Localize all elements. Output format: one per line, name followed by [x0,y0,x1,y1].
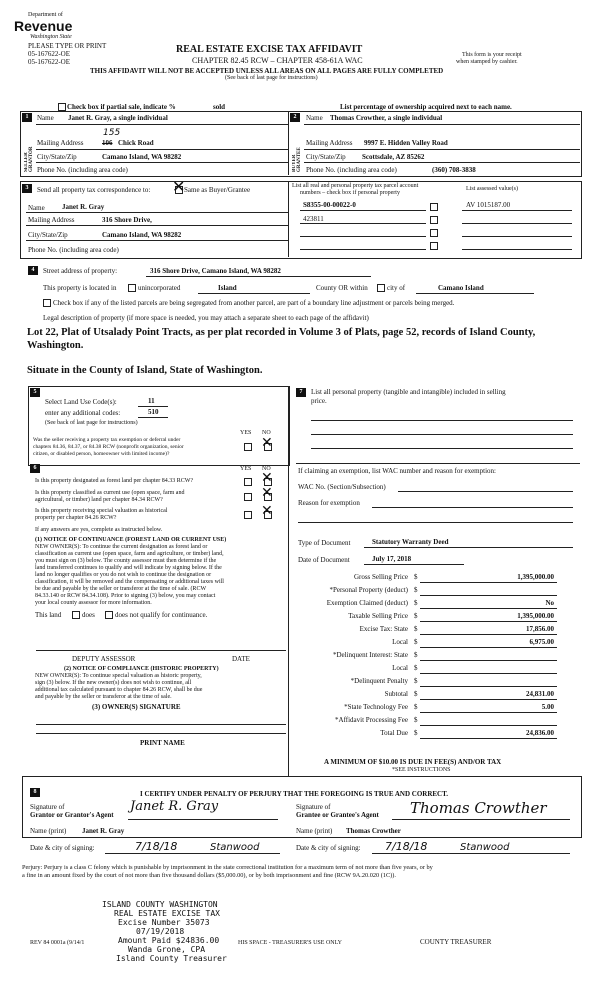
document-date[interactable]: July 17, 2018 [372,555,412,563]
perjury-text-1: Perjury: Perjury is a class C felony which is punishable by imprisonment in the state correctional institution for a maximum term of not more than five years, or by [22,864,433,871]
buyer-city-label: City/State/Zip [306,153,346,161]
tax-row-value[interactable]: 6,975.00 [529,638,554,646]
tax-row-label: Total Due [380,729,408,737]
grantee-signature[interactable]: Thomas Crowther [410,799,547,817]
dollar-sign: $ [414,612,418,620]
tax-row-label: *Delinquent Interest: State [332,651,408,659]
x-mark-icon: ✕ [261,471,273,486]
tax-row-label: Taxable Selling Price [348,612,408,620]
exemption-label: If claiming an exemption, list WAC number and reason for exemption: [298,467,496,475]
tax-row-value[interactable]: No [545,599,554,607]
perjury-text-2: a fine in an amount fixed by the court of not more than five thousand dollars ($5,000.00), or by both imprisonment and fine (RCW 9A.20.020 (1C)). [22,872,396,879]
seeback-text: (See back of last page for instructions) [225,75,318,81]
dollar-sign: $ [414,586,418,594]
s6-no: NO [262,466,271,472]
dollar-sign: $ [414,638,418,646]
seller-city-label: City/State/Zip [37,153,77,161]
dollar-sign: $ [414,664,418,672]
tax-row-label: Exemption Claimed (deduct) [326,599,408,607]
document-type[interactable]: Statutory Warranty Deed [372,538,449,546]
s5-q1-yes-checkbox[interactable] [244,443,252,451]
notice-1-text: NEW OWNER(S): To continue the current designation as forest land or [35,544,208,550]
section-8-number: 8 [30,788,40,797]
notice-1-text: classification as current use (open space, farm and agriculture, or timber) land, [35,551,224,557]
tax-row-label: Gross Selling Price [353,573,408,581]
s6-ifany: If any answers are yes, complete as instructed below. [35,527,163,533]
s6-q2a: Is this property classified as current use (open space, farm and [35,490,185,496]
tax-row-value[interactable]: 24,836.00 [526,729,554,737]
grantee-date[interactable]: 7/18/18 [385,840,428,853]
section-7-number: 7 [296,388,306,397]
tax-row-label: Excise Tax: State [359,625,408,633]
county-name[interactable]: Island [218,284,237,292]
s6-q3b: property per chapter 84.26 RCW? [35,515,117,521]
parcel-2[interactable]: 423811 [303,215,324,223]
s6-q2-yes-checkbox[interactable] [244,493,252,501]
print-name-label: PRINT NAME [140,739,185,747]
parcel-3-checkbox[interactable] [430,229,438,237]
city-name[interactable]: Camano Island [438,284,484,292]
dollar-sign: $ [414,573,418,581]
treasurer-use-only: HIS SPACE - TREASURER'S USE ONLY [238,940,343,946]
personal-prop-1: List all personal property (tangible and intangible) included in selling [311,388,506,396]
form-title: REAL ESTATE EXCISE TAX AFFIDAVIT [176,44,363,55]
notice-2-text: NEW OWNER(S): To continue special valuation as historic property, [35,673,202,679]
parcels-head-1: List all real and personal property tax parcel account [292,183,419,189]
ownership-note: List percentage of ownership acquired next to each name. [340,103,512,111]
dollar-sign: $ [414,690,418,698]
section-3-number: 3 [22,184,32,193]
corr-addr-label: Mailing Address [28,216,75,224]
buyer-name[interactable]: Thomas Crowther, a single individual [330,114,443,122]
dollar-sign: $ [414,729,418,737]
s6-q3a: Is this property receiving special valuation as historical [35,508,168,514]
notice-2-text: additional tax calculated pursuant to chapter 84.26 RCW, shall be due [35,687,203,693]
deputy-assessor-label: DEPUTY ASSESSOR [72,655,136,663]
legal-desc-2[interactable]: Washington. [27,340,84,351]
grantor-signature[interactable]: Janet R. Gray [130,799,219,814]
corr-city[interactable]: Camano Island, WA 98282 [102,231,182,239]
notice-1-text: land no longer qualifies or you do not wish to continue the designation or [35,572,212,578]
certify-statement: I CERTIFY UNDER PENALTY OF PERJURY THAT THE FOREGOING IS TRUE AND CORRECT. [140,790,449,798]
reason-label: Reason for exemption [298,499,360,507]
please-type: PLEASE TYPE OR PRINT [28,42,107,50]
corr-name[interactable]: Janet R. Gray [62,203,105,211]
legal-desc-label: Legal description of property (if more space is needed, you may attach a separate sheet to each page of the affidavit) [43,314,369,322]
corr-addr[interactable]: 316 Shore Drive, [102,216,152,224]
x-mark-icon: ✕ [261,504,273,519]
dollar-sign: $ [414,677,418,685]
buyer-name-label: Name [306,114,323,122]
corr-city-label: City/State/Zip [28,231,68,239]
notice-2-title: (2) NOTICE OF COMPLIANCE (HISTORIC PROPERTY) [64,666,219,672]
notice-1-text: be due and payable by the seller or transferor at the time of sale. (RCW [35,586,207,592]
s5-no: NO [262,430,271,436]
same-as-buyer-label: Same as Buyer/Grantee [184,186,251,194]
s5-q1a: Was the seller receiving a property tax exemption or deferral under [33,437,181,443]
corr-name-label: Name [28,204,45,212]
stamp-line-6: Wanda Grone, CPA [128,945,206,954]
buyer-side-label: BUYER GRANTEE [292,147,302,172]
buyer-addr-label: Mailing Address [306,139,353,147]
s5-seeback: (See back of last page for instructions) [45,420,138,426]
tax-row-value[interactable]: 24,831.00 [526,690,554,698]
grantee-city[interactable]: Stanwood [460,842,510,853]
dollar-sign: $ [414,716,418,724]
parcel-1[interactable]: S8355-00-00022-0 [303,201,356,209]
section-4-number: 4 [28,266,38,275]
grantee-print-label: Name (print) [296,827,333,835]
notice-1-text: 84.33.140 or RCW 84.34.108). Prior to signing (3) below, you may contact [35,593,216,599]
street-address[interactable]: 316 Shore Drive, Camano Island, WA 98282 [150,267,281,275]
tax-row-label: *Delinquent Penalty [350,677,408,685]
see-instructions-note: *SEE INSTRUCTIONS [392,767,451,773]
x-mark-icon: ✕ [172,179,186,196]
seller-name-label: Name [37,114,54,122]
seller-side-label: SELLER GRANTOR [24,146,34,172]
s5-q1c: citizen, or disabled person, homeowner with limited income)? [33,451,170,457]
buyer-addr[interactable]: 9997 E. Hidden Valley Road [364,139,448,147]
s6-q2b: agricultural, or timber) land per chapter 84.34 RCW? [35,497,163,503]
warning-text: THIS AFFIDAVIT WILL NOT BE ACCEPTED UNLESS ALL AREAS ON ALL PAGES ARE FULLY COMPLETED [90,67,444,75]
buyer-phone[interactable]: (360) 708-3838 [432,166,476,174]
legal-desc-1[interactable]: Lot 22, Plat of Utsalady Point Tracts, as per plat recorded in Volume 3 of Plats, page 52, records of Island County, [27,327,536,338]
s6-q1-yes-checkbox[interactable] [244,478,252,486]
state-label: Washington State [30,34,72,40]
form-code-2: 05-167622-OE [28,58,70,66]
does-label: does [82,611,95,619]
grantee-print-name[interactable]: Thomas Crowther [346,827,401,835]
partial-sale-label: Check box if partial sale, indicate % [67,103,176,111]
parcels-head-2: numbers – check box if personal property [300,190,400,196]
owner-signature-title: (3) OWNER(S) SIGNATURE [92,703,181,711]
revenue-logo: Revenue [14,18,73,34]
tax-row-label: Local [392,638,408,646]
city-checkbox[interactable] [377,284,385,292]
unincorporated-label: unincorporated [138,284,181,292]
seller-addr-handwritten: 155 [103,128,121,138]
grantor-sig-label: Signature of [30,803,65,811]
sold-label: sold [213,103,226,111]
notice-2-text: and payable by the seller or transferor at the time of sale. [35,694,172,700]
grantor-date-label: Date & city of signing: [30,844,95,852]
grantee-sig-label: Signature of [296,803,331,811]
section-6-number: 6 [30,464,40,473]
notice-1-text: you must sign on (3) below. The county assessor must then determine if the [35,558,217,564]
seller-phone-label: Phone No. (including area code) [37,166,128,174]
grantor-agent-label: Grantor or Grantor's Agent [30,811,114,819]
dollar-sign: $ [414,625,418,633]
tax-row-label: *State Technology Fee [344,703,408,711]
tax-row-value[interactable]: 5.00 [541,703,554,711]
grantor-print-name[interactable]: Janet R. Gray [82,827,125,835]
stamp-line-7: Island County Treasurer [116,954,227,963]
tax-row-label: *Personal Property (deduct) [329,586,408,594]
grantor-date[interactable]: 7/18/18 [135,840,178,853]
form-code-1: 05-167622-OE [28,50,70,58]
county-or-within: County OR within [316,284,368,292]
buyer-city[interactable]: Scottsdale, AZ 85262 [362,153,425,161]
x-mark-icon: ✕ [261,486,273,501]
parcel-1-checkbox[interactable] [430,203,438,211]
grantee-date-label: Date & city of signing: [296,844,361,852]
dept-label: Department of [28,12,63,18]
s5-q1b: chapters 84.36, 84.37, or 84.38 RCW (nonprofit organization, senior [33,444,184,450]
notice-1-text: classification, it will be removed and the compensating or additional taxes will [35,579,224,585]
tax-row-value[interactable]: 1,395,000.00 [517,612,554,620]
tax-row-label: *Affidavit Processing Fee [335,716,408,724]
s6-q1: Is this property designated as forest land per chapter 84.33 RCW? [35,478,194,484]
corr-phone-label: Phone No. (including area code) [28,246,119,254]
personal-prop-2: price. [311,397,327,405]
s6-q3-yes-checkbox[interactable] [244,511,252,519]
doctype-label: Type of Document [298,539,351,547]
county-treasurer-label: COUNTY TREASURER [420,938,492,946]
seller-addr[interactable]: Chick Road [118,139,154,147]
seller-addr-struck: 106 [102,139,113,147]
partial-sale-checkbox[interactable] [58,103,66,111]
docdate-label: Date of Document [298,556,350,564]
stamp-line-4: 07/19/2018 [136,927,185,936]
section-5-number: 5 [30,388,40,397]
seller-addr-label: Mailing Address [37,139,84,147]
form-chapter: CHAPTER 82.45 RCW – CHAPTER 458-61A WAC [192,56,363,65]
section-2-number: 2 [290,113,300,122]
correspondence-label: Send all property tax correspondence to: [37,186,151,194]
stamp-line-3: Excise Number 35073 [118,918,210,927]
street-label: Street address of property: [43,267,118,275]
s6-yes: YES [240,466,252,472]
assessed-value-1[interactable]: AV 1015187.00 [466,201,511,209]
s5-yes: YES [240,430,252,436]
does-not-label: does not qualify for continuance. [115,611,208,619]
located-label: This property is located in [43,284,117,292]
does-checkbox[interactable] [72,611,80,619]
stamp-line-1: ISLAND COUNTY WASHINGTON [102,900,218,909]
stamp-line-2: REAL ESTATE EXCISE TAX [114,909,220,918]
additional-code[interactable]: 510 [148,408,159,416]
landuse-label: Select Land Use Code(s): [45,398,117,406]
notice-1-text: land transferred continues to qualify and will indicate by signing below. If the [35,565,222,571]
form-revision: REV 84 0001a (9/14/1 [30,940,85,946]
x-mark-icon: ✕ [261,436,273,451]
tax-row-value[interactable]: 1,395,000.00 [517,573,554,581]
parcel-4-checkbox[interactable] [430,242,438,250]
landuse-code[interactable]: 11 [148,397,155,405]
tax-row-label: Subtotal [384,690,408,698]
grantee-agent-label: Grantee or Grantee's Agent [296,811,379,819]
additional-codes-label: enter any additional codes: [45,409,121,417]
seller-name[interactable]: Janet R. Gray, a single individual [68,114,168,122]
notice-1-text: your local county assessor for more information. [35,600,152,606]
does-not-checkbox[interactable] [105,611,113,619]
tax-row-label: Local [392,664,408,672]
seller-city[interactable]: Camano Island, WA 98282 [102,153,182,161]
parcel-2-checkbox[interactable] [430,216,438,224]
dollar-sign: $ [414,651,418,659]
this-land-label: This land [35,611,62,619]
city-of-label: city of [387,284,406,292]
segregated-label: Check box if any of the listed parcels are being segregated from another parcel, are part of a boundary line adjustment or parcels being merged. [53,299,455,307]
dollar-sign: $ [414,703,418,711]
notice-2-text: sign (3) below. If the new owner(s) does not wish to continue, all [35,680,192,686]
stamp-line-5: Amount Paid $24836.00 [118,936,220,945]
tax-row-value[interactable]: 17,856.00 [526,625,554,633]
minimum-fee-note: A MINIMUM OF $10.00 IS DUE IN FEE(S) AND/OR TAX [324,758,502,766]
wac-label: WAC No. (Section/Subsection) [298,483,386,491]
grantor-city[interactable]: Stanwood [210,842,260,853]
segregated-checkbox[interactable] [43,299,51,307]
assessed-head: List assessed value(s) [466,186,518,192]
receipt-note-2: when stamped by cashier. [456,59,518,65]
unincorporated-checkbox[interactable] [128,284,136,292]
dollar-sign: $ [414,599,418,607]
deputy-date-label: DATE [232,655,250,663]
situate-text[interactable]: Situate in the County of Island, State of Washington. [27,365,263,376]
receipt-note-1: This form is your receipt [462,52,522,58]
grantor-print-label: Name (print) [30,827,67,835]
section-1-number: 1 [22,113,32,122]
buyer-phone-label: Phone No. (including area code) [306,166,397,174]
notice-1-title: (1) NOTICE OF CONTINUANCE (FOREST LAND OR CURRENT USE) [35,537,227,543]
